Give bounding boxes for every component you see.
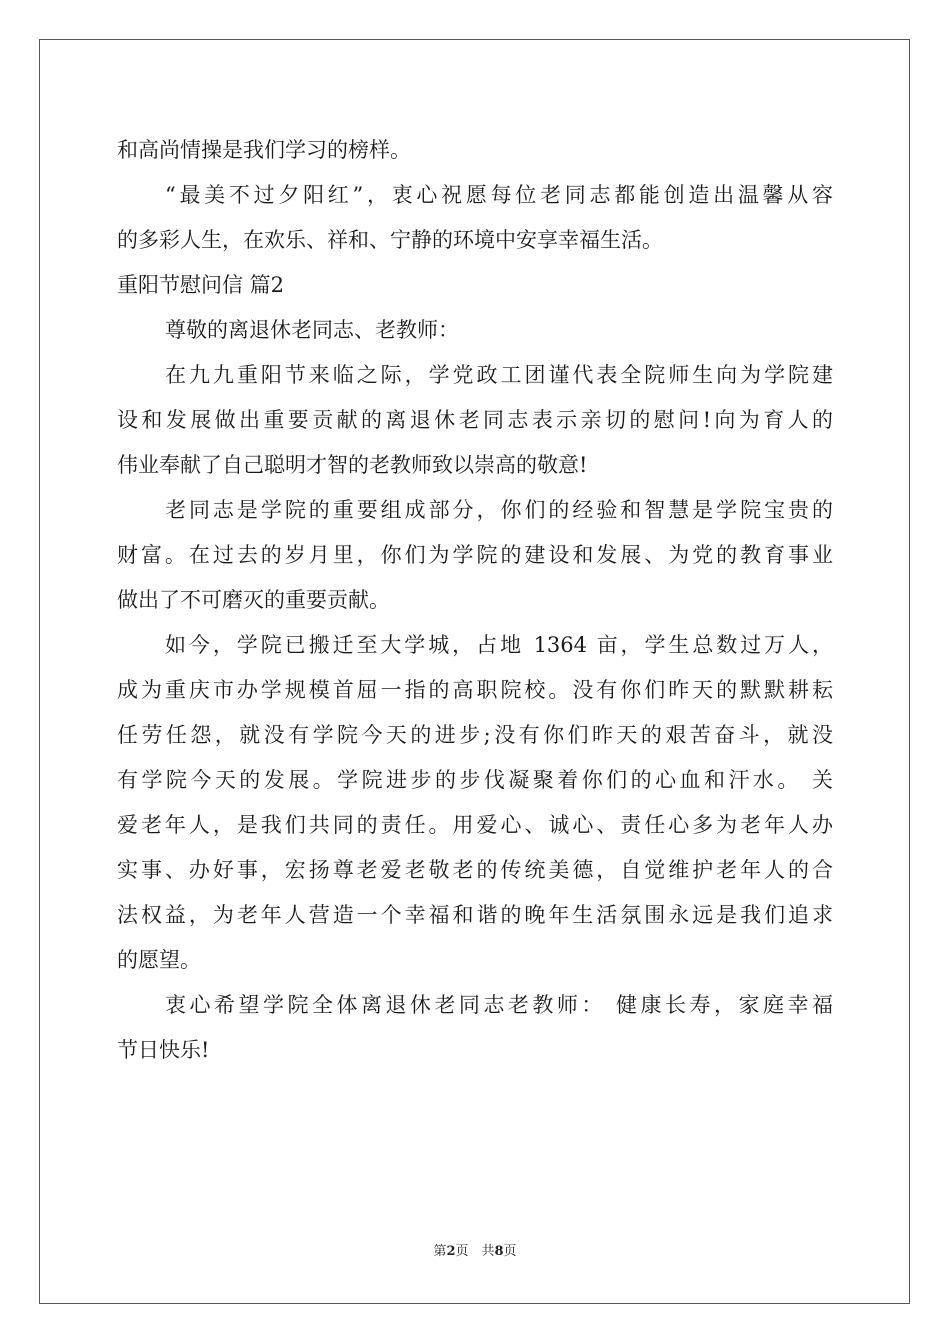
text-line: 财富。在过去的岁月里，你们为学院的建设和发展、为党的教育事业	[117, 543, 833, 567]
section-heading: 重阳节慰问信 篇2	[117, 273, 285, 297]
text-line: 爱老年人，是我们共同的责任。用爱心、诚心、责任心多为老年人办	[117, 813, 833, 837]
text-line: 法权益，为老年人营造一个幸福和谐的晚年生活氛围永远是我们追求	[117, 903, 833, 927]
paragraph-start: 衷心希望学院全体离退休老同志老教师： 健康长寿，家庭幸福	[165, 993, 833, 1017]
page-suffix: 页	[503, 1244, 517, 1259]
page-mid: 页 共	[455, 1244, 495, 1259]
page-footer	[0, 1240, 950, 1259]
text-line: 设和发展做出重要贡献的离退休老同志表示亲切的慰问!向为育人的	[117, 408, 833, 432]
paragraph-start: 在九九重阳节来临之际，学党政工团谨代表全院师生向为学院建	[165, 363, 833, 387]
text-line: 和高尚情操是我们学习的榜样。	[117, 138, 411, 162]
text-line: 实事、办好事，宏扬尊老爱老敬老的传统美德，自觉维护老年人的合	[117, 858, 833, 882]
text-line: 做出了不可磨灭的重要贡献。	[117, 588, 390, 612]
text-line: 成为重庆市办学规模首屈一指的高职院校。没有你们昨天的默默耕耘	[117, 678, 833, 702]
text-line: 的多彩人生，在欢乐、祥和、宁静的环境中安享幸福生活。	[117, 228, 663, 252]
text-line: 任劳任怨，就没有学院今天的进步;没有你们昨天的艰苦奋斗，就没	[117, 723, 833, 747]
paragraph-start: 老同志是学院的重要组成部分，你们的经验和智慧是学院宝贵的	[165, 498, 833, 522]
salutation: 尊敬的离退休老同志、老教师：	[165, 318, 459, 342]
page-total: 8	[494, 1244, 504, 1259]
page-prefix: 第	[433, 1244, 447, 1259]
text-line: 有学院今天的发展。学院进步的步伐凝聚着你们的心血和汗水。 关	[117, 768, 833, 792]
page-current: 2	[446, 1244, 456, 1259]
paragraph-start: 如今，学院已搬迁至大学城，占地 1364 亩，学生总数过万人，	[165, 633, 833, 657]
text-line: 的愿望。	[117, 948, 201, 972]
text-line: 伟业奉献了自己聪明才智的老教师致以崇高的敬意!	[117, 453, 588, 477]
text-line: 节日快乐!	[117, 1038, 210, 1062]
paragraph-start: “最美不过夕阳红”，衷心祝愿每位老同志都能创造出温馨从容	[165, 183, 833, 207]
document-body	[117, 128, 833, 1073]
